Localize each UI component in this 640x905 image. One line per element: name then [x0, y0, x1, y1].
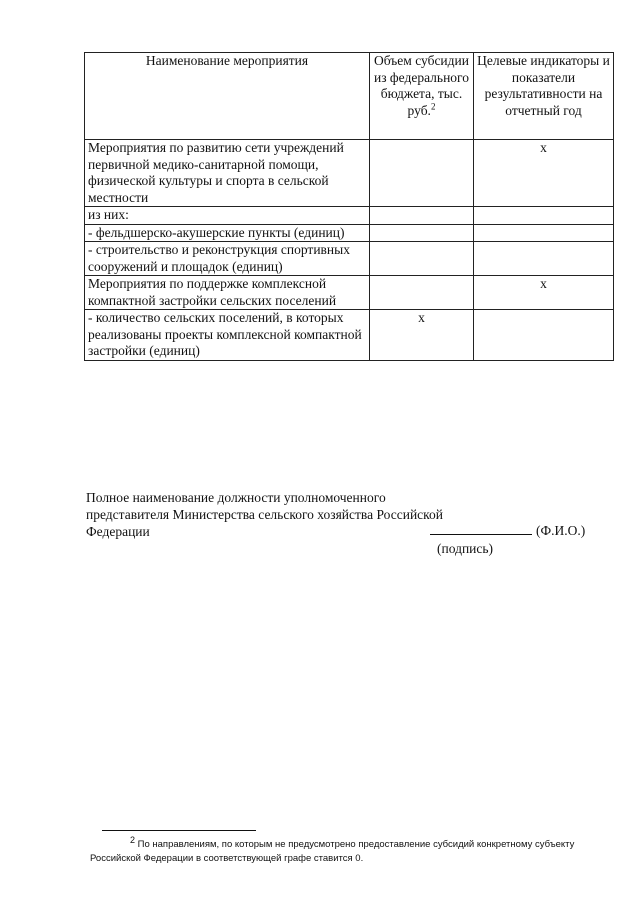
row-subsidy-cell [370, 276, 474, 310]
signature-blank [430, 521, 532, 535]
signature-caption: (подпись) [437, 541, 494, 556]
official-position-text: Полное наименование должности уполномоченного представителя Министерства сельского хозяйства Российской Федерации [86, 490, 444, 539]
row-name: - фельдшерско-акушерские пункты (единиц) [85, 224, 370, 242]
table-row [85, 140, 614, 207]
row-indicator-cell [474, 224, 614, 242]
row-indicator-cell [474, 310, 614, 361]
row-subsidy-cell [370, 140, 474, 207]
fio-label: (Ф.И.О.) [536, 523, 586, 538]
header-subsidy-volume [370, 53, 474, 140]
row-indicator-cell [474, 242, 614, 276]
row-subsidy-cell [370, 224, 474, 242]
row-name: - количество сельских поселений, в которых реализованы проекты комплексной компактной застройки (единиц) [85, 310, 370, 361]
table-row [85, 242, 614, 276]
row-name: из них: [85, 207, 370, 225]
footnote [90, 834, 608, 866]
footnote-line [90, 834, 608, 866]
row-subsidy-cell [370, 242, 474, 276]
footnote-ref: 2 [430, 101, 436, 111]
row-name: Мероприятия по поддержке комплексной компактной застройки сельских поселений [85, 276, 370, 310]
table-row [85, 224, 614, 242]
row-subsidy-cell [370, 207, 474, 225]
table-row [85, 276, 614, 310]
row-subsidy-cell: x [370, 310, 474, 361]
row-indicator-cell: x [474, 140, 614, 207]
table-row [85, 310, 614, 361]
footnote-marker: 2 [130, 834, 136, 845]
row-name: - строительство и реконструкция спортивных сооружений и площадок (единиц) [85, 242, 370, 276]
footnote-divider [102, 830, 256, 831]
header-event-name: Наименование мероприятия [85, 53, 370, 140]
subsidy-table [84, 52, 614, 361]
footnote-text: По направлениям, по которым не предусмотрено предоставление субсидий конкретному субъекту Российской Федерации в соответствующей графе ставится 0. [90, 839, 575, 864]
row-indicator-cell [474, 207, 614, 225]
row-name: Мероприятия по развитию сети учреждений первичной медико-санитарной помощи, физической культуры и спорта в сельской местности [85, 140, 370, 207]
table-row [85, 207, 614, 225]
row-indicator-cell: x [474, 276, 614, 310]
signature-line [430, 521, 585, 539]
table-header-row [85, 53, 614, 140]
header-target-indicators: Целевые индикаторы и показатели результативности на отчетный год [474, 53, 614, 140]
header-subsidy-volume-text: Объем субсидии из федерального бюджета, тыс. руб. [373, 53, 470, 118]
